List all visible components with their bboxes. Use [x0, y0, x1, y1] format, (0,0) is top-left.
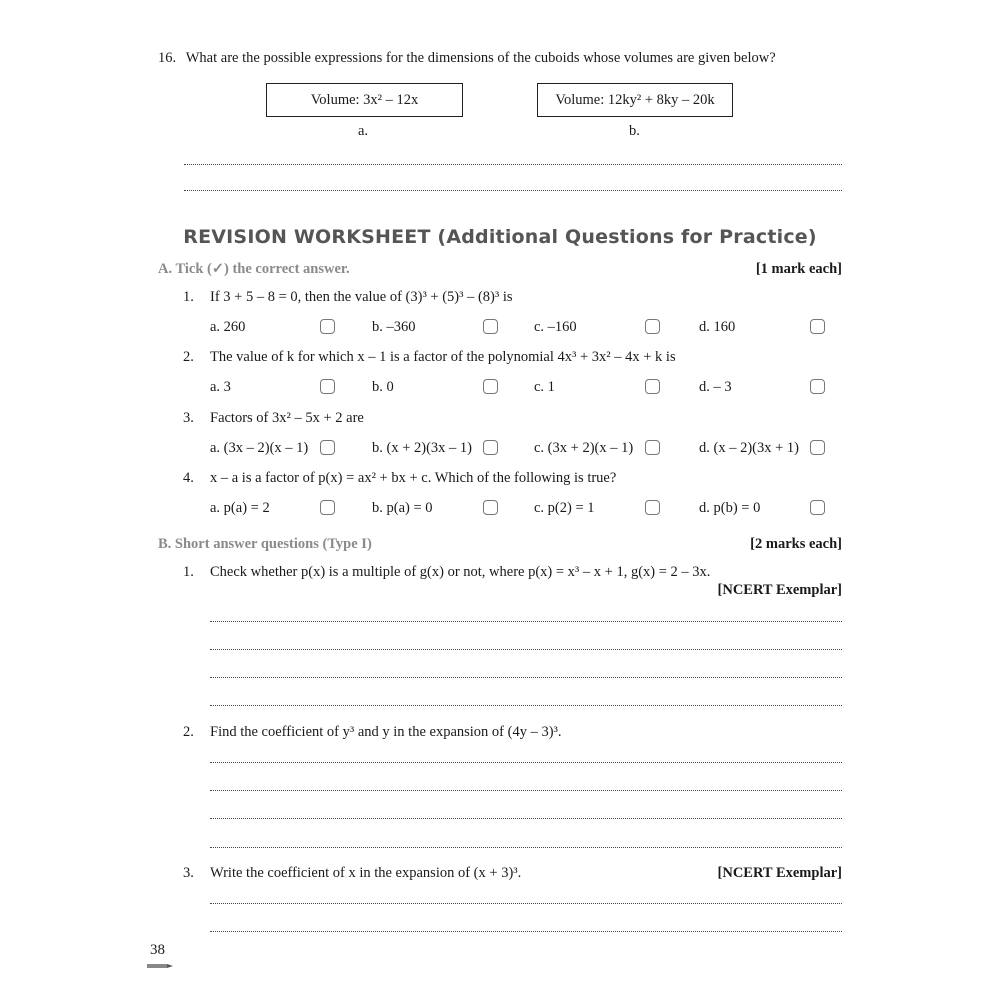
question-text: What are the possible expressions for the dimensions of the cuboids whose volumes are given below? [185, 50, 776, 66]
option-d: d. (x – 2)(3x + 1) [699, 440, 799, 456]
source-tag: [NCERT Exemplar] [717, 582, 842, 598]
option-d: d. 160 [699, 319, 736, 335]
page-number: 38 [150, 942, 165, 958]
answer-line[interactable] [210, 649, 842, 650]
option-b-checkbox[interactable] [483, 319, 498, 334]
option-a-checkbox[interactable] [320, 440, 335, 455]
option-a-checkbox[interactable] [320, 319, 335, 334]
question-number: 2. [183, 349, 194, 365]
option-b-checkbox[interactable] [483, 379, 498, 394]
volume-box-a: Volume: 3x² – 12x [266, 83, 463, 117]
option-a: a. 3 [210, 379, 231, 395]
answer-line[interactable] [184, 164, 842, 165]
answer-line[interactable] [210, 931, 842, 932]
option-c-checkbox[interactable] [645, 500, 660, 515]
option-d: d. p(b) = 0 [699, 500, 761, 516]
answer-line[interactable] [184, 190, 842, 191]
option-c-checkbox[interactable] [645, 440, 660, 455]
answer-line[interactable] [210, 790, 842, 791]
answer-line[interactable] [210, 705, 842, 706]
question-number: 1. [183, 564, 194, 580]
question-text: If 3 + 5 – 8 = 0, then the value of (3)³ + (5)³ – (8)³ is [210, 289, 513, 305]
question-text: Find the coefficient of y³ and y in the expansion of (4y – 3)³. [210, 724, 562, 740]
pencil-icon [147, 963, 173, 969]
question-number: 3. [183, 410, 194, 426]
option-b: b. 0 [372, 379, 394, 395]
question-number: 16. [158, 50, 177, 66]
answer-line[interactable] [210, 847, 842, 848]
option-a: a. p(a) = 2 [210, 500, 270, 516]
section-b-heading: B. Short answer questions (Type I) [158, 536, 372, 552]
option-a: a. (3x – 2)(x – 1) [210, 440, 309, 456]
label-a: a. [358, 123, 369, 139]
option-c: c. –160 [534, 319, 577, 335]
option-b: b. –360 [372, 319, 416, 335]
answer-line[interactable] [210, 818, 842, 819]
option-d-checkbox[interactable] [810, 319, 825, 334]
label-b: b. [629, 123, 640, 139]
answer-line[interactable] [210, 903, 842, 904]
source-tag: [NCERT Exemplar] [717, 865, 842, 881]
option-d-checkbox[interactable] [810, 500, 825, 515]
option-c: c. p(2) = 1 [534, 500, 595, 516]
option-c: c. (3x + 2)(x – 1) [534, 440, 634, 456]
option-c-checkbox[interactable] [645, 319, 660, 334]
question-text: Factors of 3x² – 5x + 2 are [210, 410, 364, 426]
answer-line[interactable] [210, 762, 842, 763]
question-text: Check whether p(x) is a multiple of g(x) or not, where p(x) = x³ – x + 1, g(x) = 2 – 3x. [210, 564, 711, 580]
option-a: a. 260 [210, 319, 246, 335]
option-c: c. 1 [534, 379, 555, 395]
option-d: d. – 3 [699, 379, 732, 395]
question-number: 4. [183, 470, 194, 486]
option-b: b. (x + 2)(3x – 1) [372, 440, 472, 456]
option-a-checkbox[interactable] [320, 500, 335, 515]
volume-box-b: Volume: 12ky² + 8ky – 20k [537, 83, 733, 117]
question-number: 3. [183, 865, 194, 881]
question-text: x – a is a factor of p(x) = ax² + bx + c. Which of the following is true? [210, 470, 617, 486]
option-d-checkbox[interactable] [810, 379, 825, 394]
question-number: 2. [183, 724, 194, 740]
option-b-checkbox[interactable] [483, 500, 498, 515]
answer-line[interactable] [210, 677, 842, 678]
option-b: b. p(a) = 0 [372, 500, 433, 516]
question-16 [158, 50, 776, 67]
option-a-checkbox[interactable] [320, 379, 335, 394]
question-number: 1. [183, 289, 194, 305]
section-a-marks: [1 mark each] [755, 261, 842, 277]
section-a-heading: A. Tick (✓) the correct answer. [158, 261, 350, 277]
worksheet-title: REVISION WORKSHEET (Additional Questions for Practice) [183, 226, 817, 248]
answer-line[interactable] [210, 621, 842, 622]
question-text: Write the coefficient of x in the expansion of (x + 3)³. [210, 865, 522, 881]
section-b-marks: [2 marks each] [750, 536, 842, 552]
question-text: The value of k for which x – 1 is a factor of the polynomial 4x³ + 3x² – 4x + k is [210, 349, 676, 365]
option-c-checkbox[interactable] [645, 379, 660, 394]
option-d-checkbox[interactable] [810, 440, 825, 455]
option-b-checkbox[interactable] [483, 440, 498, 455]
